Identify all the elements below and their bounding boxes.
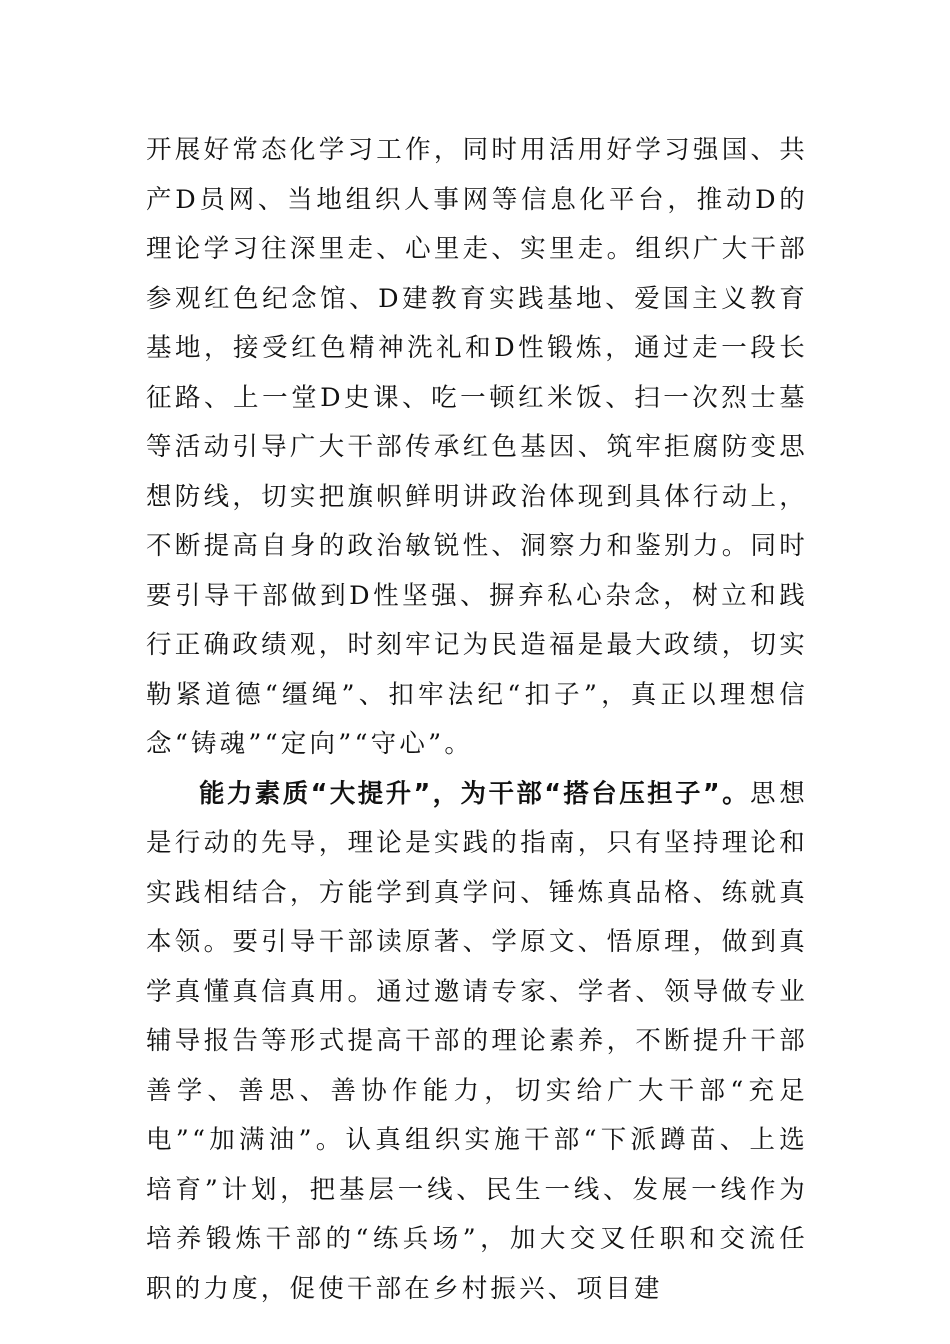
paragraph-text: 开展好常态化学习工作，同时用活用好学习强国、共产D员网、当地组织人事网等信息化平台，推动D的理论学习往深里走、心里走、实里走。组织广大干部参观红色纪念馆、D建教育实践基地、爱国主义教育基地，接受红色精神洗礼和D性锻炼，通过走一段长征路、上一堂D史课、吃一顿红米饭、扫一次烈士墓等活动引导广大干部传承红色基因、筑牢拒腐防变思想防线，切实把旗帜鲜明讲政治体现到具体行动上，不断提高自身的政治敏锐性、洞察力和鉴别力。同时要引导干部做到D性坚强、摒弃私心杂念，树立和践行正确政绩观，时刻牢记为民造福是最大政绩，切实勒紧道德“缰绳”、扣牢法纪“扣子”，真正以理想信念“铸魂”“定向”“守心”。 xyxy=(146,135,808,759)
paragraph-ability-quality xyxy=(146,770,808,1315)
paragraph-text: 思想是行动的先导，理论是实践的指南，只有坚持理论和实践相结合，方能学到真学问、锤炼真品格、练就真本领。要引导干部读原著、学原文、悟原理，做到真学真懂真信真用。通过邀请专家、学者、领导做专业辅导报告等形式提高干部的理论素养，不断提升干部善学、善思、善协作能力，切实给广大干部“充足电”“加满油”。认真组织实施干部“下派蹲苗、上选培育”计划，把基层一线、民生一线、发展一线作为培养锻炼干部的“练兵场”，加大交叉任职和交流任职的力度，促使干部在乡村振兴、项目建 xyxy=(146,778,809,1304)
document-page xyxy=(146,126,808,1314)
paragraph-heading: 能力素质“大提升”，为干部“搭台压担子”。 xyxy=(199,778,750,809)
paragraph-continuation xyxy=(146,126,808,770)
